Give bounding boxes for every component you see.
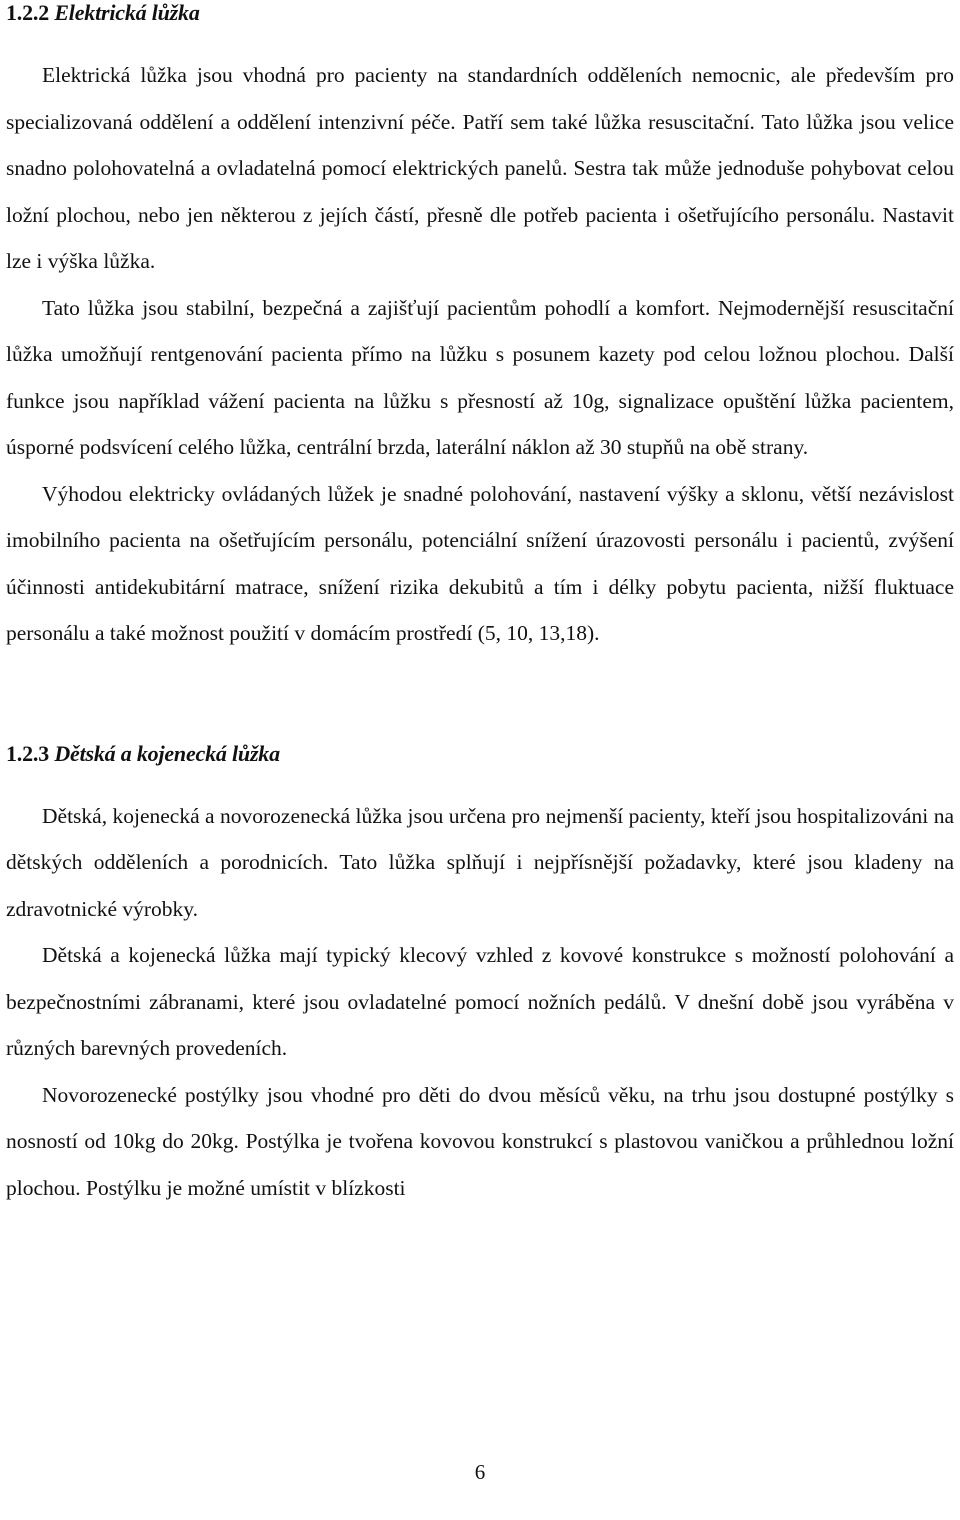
page-number: 6 [474, 1460, 486, 1484]
paragraph: Dětská, kojenecká a novorozenecká lůžka jsou určena pro nejmenší pacienty, kteří jsou hospitalizováni na dětských odděleních a porodnicích. Tato lůžka splňují i nejpřísnější požadavky, které jsou kladeny na zdravotnické výrobky. [6, 803, 954, 921]
paragraph: Elektrická lůžka jsou vhodná pro pacienty na standardních odděleních nemocnic, ale především pro specializovaná oddělení a oddělení intenzivní péče. Patří sem také lůžka resuscitační. Tato lůžka jsou velice snadno polohovatelná a ovladatelná pomocí elektrických panelů. Sestra tak může jednoduše pohybovat celou ložní plochou, nebo jen některou z jejích částí, přesně dle potřeb pacienta i ošetřujícího personálu. Nastavit lze i výška lůžka. [6, 63, 954, 273]
section-number: 1.2.3 [6, 740, 50, 766]
paragraph: Výhodou elektricky ovládaných lůžek je snadné polohování, nastavení výšky a sklonu, větší nezávislost imobilního pacienta na ošetřujícím personálu, potenciální snížení úrazovosti personálu i pacientů, zvýšení účinnosti antidekubitární matrace, snížení rizika dekubitů a tím i délky pobytu pacienta, nižší fluktuace personálu a také možnost použití v domácím prostředí (5, 10, 13,18). [6, 481, 954, 645]
section-heading-electric-beds [6, 0, 954, 28]
section-heading-children-beds [6, 739, 954, 769]
section-title: Dětská a kojenecká lůžka [54, 740, 280, 766]
paragraph: Dětská a kojenecká lůžka mají typický klecový vzhled z kovové konstrukce s možností polohování a bezpečnostními zábranami, které jsou ovladatelné pomocí nožních pedálů. V dnešní době jsou vyráběna v různých barevných provedeních. [6, 943, 954, 1060]
paragraph: Novorozenecké postýlky jsou vhodné pro děti do dvou měsíců věku, na trhu jsou dostupné postýlky s nosností od 10kg do 20kg. Postýlka je tvořena kovovou konstrukcí s plastovou vaničkou a průhlednou ložní plochou. Postýlku je možné umístit v blízkosti [6, 1082, 954, 1200]
section-number: 1.2.2 [6, 0, 50, 25]
paragraph: Tato lůžka jsou stabilní, bezpečná a zajišťují pacientům pohodlí a komfort. Nejmodernější resuscitační lůžka umožňují rentgenování pacienta přímo na lůžku s posunem kazety pod celou ložnou plochou. Další funkce jsou například vážení pacienta na lůžku s přesností až 10g, signalizace opuštění lůžka pacientem, úsporné podsvícení celého lůžka, centrální brzda, laterální náklon až 30 stupňů na obě strany. [6, 295, 954, 459]
section-title: Elektrická lůžka [54, 0, 200, 25]
document-page [6, 0, 954, 1211]
